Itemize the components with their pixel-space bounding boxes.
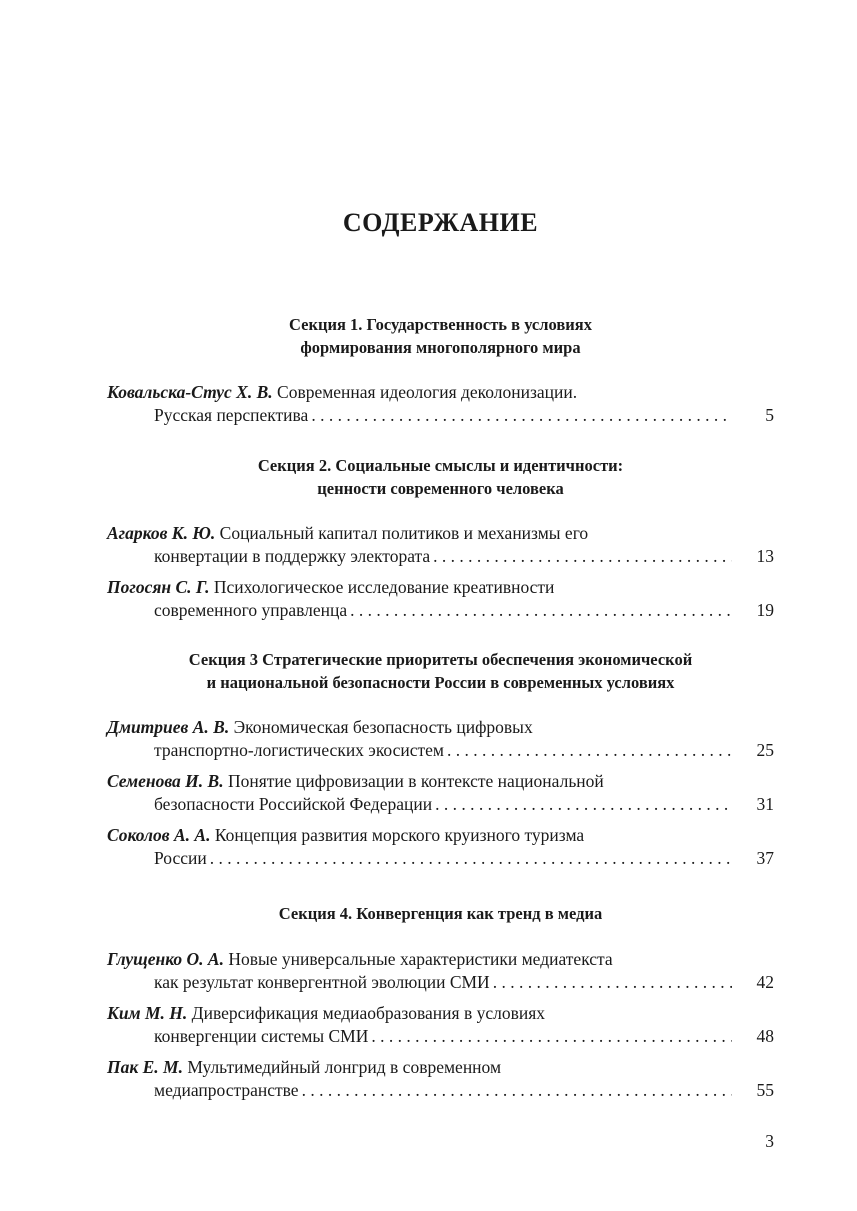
entry-page-number: 31 [756, 794, 774, 814]
entry-title-line1: Психологическое исследование креативности [213, 577, 555, 597]
section-heading-line: и национальной безопасности России в современных условиях [206, 673, 675, 692]
dot-leader [371, 1025, 732, 1048]
toc-entry[interactable] [107, 576, 774, 622]
entry-title-line1: Понятие цифровизации в контексте национальной [227, 771, 604, 791]
toc-entry[interactable] [107, 824, 774, 870]
toc-entry[interactable] [107, 948, 774, 994]
dot-leader [350, 599, 732, 622]
entry-title-line2: транспортно-логистических экосистем [154, 740, 445, 760]
table-of-contents [107, 313, 774, 1110]
entry-page-number: 48 [756, 1026, 774, 1046]
entry-title-line2: современного управленца [154, 600, 348, 620]
dot-leader [493, 971, 732, 994]
entry-page-number: 25 [756, 740, 774, 760]
entry-author: Погосян С. Г. [107, 577, 210, 597]
entry-page-number: 42 [756, 972, 774, 992]
section-heading-line: Секция 1. Государственность в условиях [289, 315, 592, 334]
entry-title-line1: Социальный капитал политиков и механизмы его [219, 523, 589, 543]
entry-title-line1: Экономическая безопасность цифровых [233, 717, 533, 737]
section-heading [107, 902, 774, 925]
entry-title-line2: как результат конвергентной эволюции СМИ [154, 972, 490, 992]
dot-leader [435, 793, 732, 816]
toc-entry[interactable] [107, 1056, 774, 1102]
entry-page-number: 5 [765, 405, 774, 425]
toc-entry[interactable] [107, 716, 774, 762]
entry-page-number: 55 [756, 1080, 774, 1100]
entry-author: Глущенко О. А. [107, 949, 224, 969]
entry-author: Дмитриев А. В. [107, 717, 230, 737]
dot-leader [447, 739, 732, 762]
section-heading-line: Секция 2. Социальные смыслы и идентичности: [257, 456, 624, 475]
section-heading-line: ценности современного человека [317, 479, 564, 498]
entry-author: Ковальска-Стус Х. В. [107, 382, 273, 402]
entry-page-number: 19 [756, 600, 774, 620]
toc-entry[interactable] [107, 381, 774, 427]
entry-title-line1: Концепция развития морского круизного туризма [214, 825, 585, 845]
entry-title-line2: Русская перспектива [154, 405, 309, 425]
section-heading-line: формирования многополярного мира [300, 338, 581, 357]
dot-leader [433, 545, 732, 568]
toc-entry[interactable] [107, 1002, 774, 1048]
entry-page-number: 13 [756, 546, 774, 566]
entry-author: Семенова И. В. [107, 771, 224, 791]
entry-title-line2: России [154, 848, 207, 868]
page-title: СОДЕРЖАНИЕ [342, 208, 539, 237]
entry-title-line2: конвергенции системы СМИ [154, 1026, 369, 1046]
toc-entry[interactable] [107, 770, 774, 816]
dot-leader [210, 847, 732, 870]
section-heading-line: Секция 4. Конвергенция как тренд в медиа [278, 904, 603, 923]
section-heading [107, 454, 774, 500]
entry-author: Соколов А. А. [107, 825, 211, 845]
section-heading [107, 648, 774, 694]
entry-title-line1: Мультимедийный лонгрид в современном [187, 1057, 502, 1077]
entry-title-line1: Современная идеология деколонизации. [277, 382, 578, 402]
entry-author: Агарков К. Ю. [107, 523, 216, 543]
entry-author: Пак Е. М. [107, 1057, 183, 1077]
entry-title-line1: Диверсификация медиаобразования в условиях [191, 1003, 546, 1023]
toc-entry[interactable] [107, 522, 774, 568]
entry-title-line1: Новые универсальные характеристики медиатекста [228, 949, 613, 969]
dot-leader [302, 1079, 732, 1102]
page-number: 3 [765, 1131, 774, 1151]
page [107, 0, 774, 1211]
entry-page-number: 37 [756, 848, 774, 868]
entry-title-line2: медиапространстве [154, 1080, 299, 1100]
entry-author: Ким М. Н. [107, 1003, 188, 1023]
entry-title-line2: конвертации в поддержку электората [154, 546, 431, 566]
dot-leader [311, 404, 732, 427]
section-heading-line: Секция 3 Стратегические приоритеты обеспечения экономической [188, 650, 693, 669]
entry-title-line2: безопасности Российской Федерации [154, 794, 433, 814]
section-heading [107, 313, 774, 359]
